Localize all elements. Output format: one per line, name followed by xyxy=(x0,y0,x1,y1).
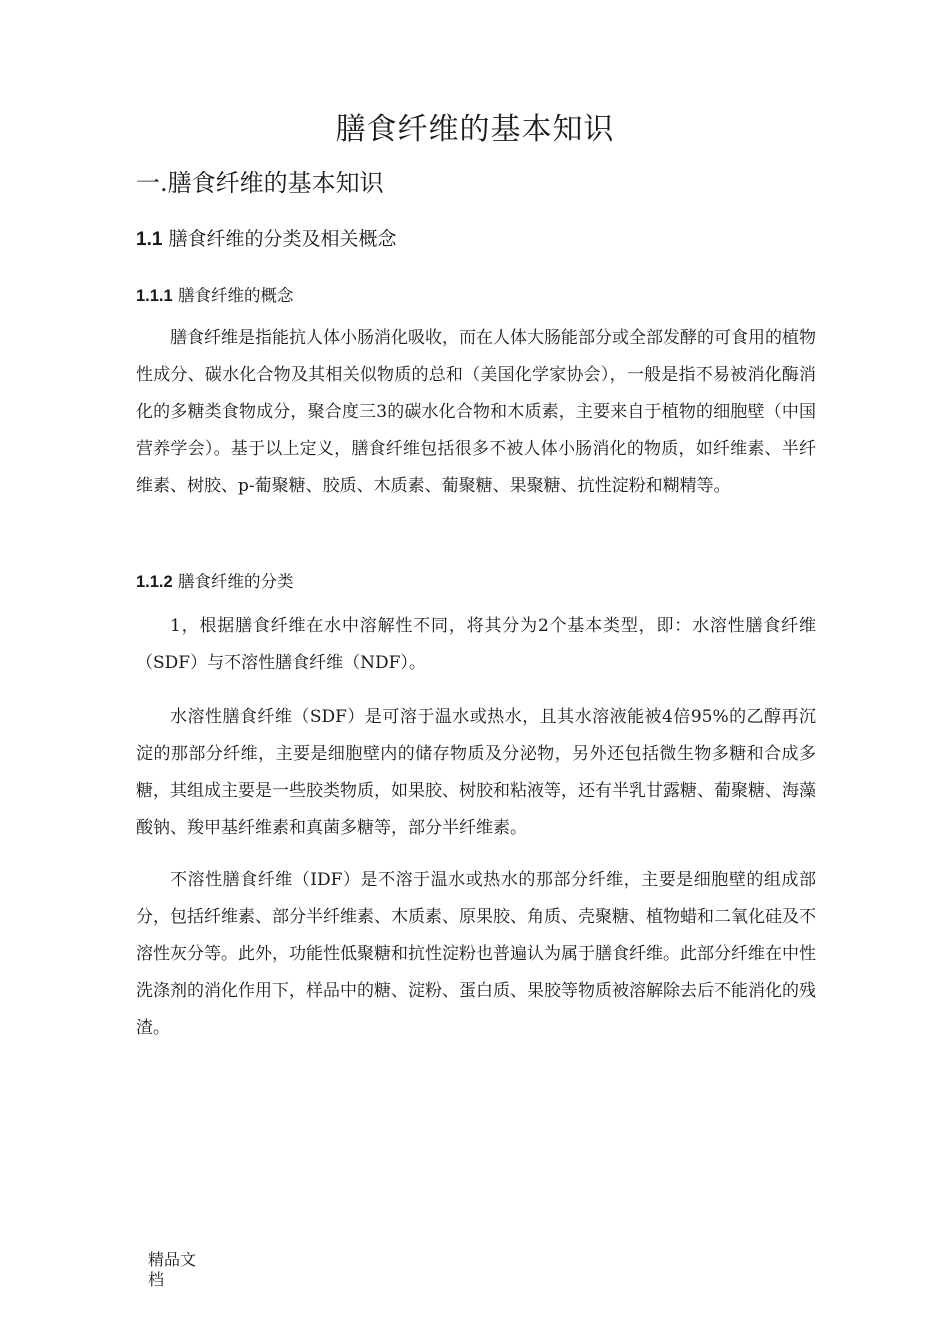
heading-level-1: 一.膳食纤维的基本知识 xyxy=(136,169,384,197)
paragraph-classification: 1，根据膳食纤维在水中溶解性不同，将其分为2个基本类型，即：水溶性膳食纤维（SDF）与不溶性膳食纤维（NDF）。 xyxy=(136,616,816,673)
heading-number: 1.1 xyxy=(136,229,163,250)
paragraph-concept: 膳食纤维是指能抗人体小肠消化吸收，而在人体大肠能部分或全部发酵的可食用的植物性成分、碳水化合物及其相关似物质的总和（美国化学家协会），一般是指不易被消化酶消化的多糖类食物成分，聚合度三3的碳水化合物和木质素，主要来自于植物的细胞壁（中国营养学会）。基于以上定义，膳食纤维包括很多不被人体小肠消化的物质，如纤维素、半纤维素、树胶、p-葡聚糖、胶质、木质素、葡聚糖、果聚糖、抗性淀粉和糊精等。 xyxy=(136,328,816,496)
paragraph-idf: 不溶性膳食纤维（IDF）是不溶于温水或热水的那部分纤维，主要是细胞壁的组成部分，包括纤维素、部分半纤维素、木质素、原果胶、角质、壳聚糖、植物蜡和二氧化硅及不溶性灰分等。此外，功能性低聚糖和抗性淀粉也普遍认为属于膳食纤维。此部分纤维在中性洗涤剂的消化作用下，样品中的糖、淀粉、蛋白质、果胶等物质被溶解除去后不能消化的残渣。 xyxy=(136,870,816,1038)
section-number: 1.1.1 xyxy=(136,287,173,305)
page-footer: 精品文档 xyxy=(148,1250,197,1289)
section-text: 膳食纤维的概念 xyxy=(177,286,294,305)
paragraph-sdf: 水溶性膳食纤维（SDF）是可溶于温水或热水，且其水溶液能被4倍95%的乙醇再沉淀的那部分纤维，主要是细胞壁内的储存物质及分泌物，另外还包括微生物多糖和合成多糖，其组成主要是一些胶类物质，如果胶、树胶和粘液等，还有半乳甘露糖、葡聚糖、海藻酸钠、羧甲基纤维素和真菌多糖等，部分半纤维素。 xyxy=(136,707,816,838)
section-text: 膳食纤维的分类 xyxy=(177,572,294,591)
section-heading-concept xyxy=(136,282,293,306)
heading-level-2 xyxy=(136,224,396,251)
section-heading-classification xyxy=(136,568,293,592)
section-number: 1.1.2 xyxy=(136,573,173,591)
heading-text: 膳食纤维的分类及相关概念 xyxy=(168,228,397,250)
document-title: 膳食纤维的基本知识 xyxy=(335,112,615,147)
